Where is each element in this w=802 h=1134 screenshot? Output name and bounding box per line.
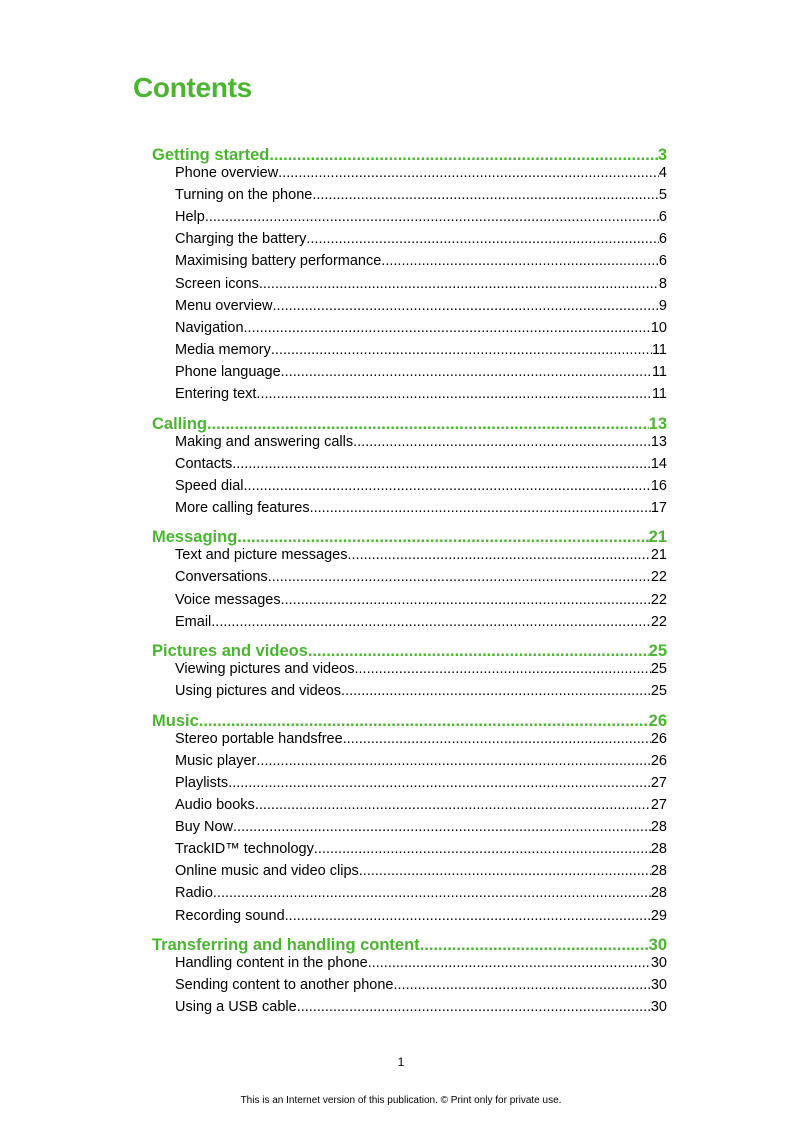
toc-entry-title: Phone language — [175, 363, 281, 380]
toc-section-title: Calling — [152, 414, 208, 433]
dot-leader — [232, 455, 651, 473]
toc-entry-page: 28 — [650, 863, 667, 880]
toc-entry-page: 11 — [651, 386, 667, 402]
toc-entry-page: 27 — [650, 774, 667, 791]
dot-leader — [205, 208, 659, 226]
toc-section-page: 13 — [648, 414, 667, 433]
toc-entry-page: 8 — [658, 275, 667, 292]
toc-entry-page: 30 — [650, 977, 667, 994]
dot-leader — [259, 275, 659, 293]
toc-entry-page: 28 — [650, 885, 667, 902]
dot-leader — [353, 433, 651, 451]
dot-leader — [233, 818, 651, 836]
toc-entry-page: 11 — [651, 341, 667, 358]
dot-leader — [271, 341, 652, 359]
toc-entry[interactable] — [175, 862, 667, 880]
toc-entry[interactable] — [175, 660, 667, 678]
toc-entry[interactable] — [175, 477, 667, 495]
toc-entry-title: Media memory — [175, 341, 271, 358]
dot-leader — [244, 477, 651, 495]
toc-section-title: Messaging — [152, 528, 238, 547]
toc-entry[interactable] — [175, 455, 667, 473]
dot-leader — [354, 660, 650, 678]
toc-entry[interactable] — [175, 730, 667, 748]
toc-entry-title: Menu overview — [175, 297, 273, 314]
toc-entry-page: 22 — [650, 591, 667, 608]
toc-entry[interactable] — [175, 230, 667, 248]
toc-entry-title: Radio — [175, 885, 213, 902]
dot-leader — [256, 385, 652, 403]
dot-leader — [244, 319, 651, 337]
toc-entry-title: Using a USB cable — [175, 999, 297, 1016]
toc-entry-page: 17 — [650, 499, 667, 516]
dot-leader — [273, 297, 659, 315]
dot-leader — [278, 164, 659, 182]
toc-section-title: Music — [152, 711, 199, 730]
toc-section[interactable] — [152, 145, 667, 165]
dot-leader — [199, 711, 649, 731]
toc-entry-page: 6 — [658, 209, 667, 226]
dot-leader — [393, 976, 650, 994]
toc-entry-page: 11 — [651, 363, 667, 380]
toc-entry[interactable] — [175, 752, 667, 770]
dot-leader — [211, 613, 651, 631]
toc-entry[interactable] — [175, 907, 667, 925]
toc-entry-page: 25 — [650, 661, 667, 678]
dot-leader — [268, 568, 651, 586]
dot-leader — [297, 998, 651, 1016]
toc-section[interactable] — [152, 935, 667, 955]
toc-entry-page: 22 — [650, 569, 667, 586]
page-number: 1 — [397, 1055, 405, 1069]
dot-leader — [308, 641, 649, 661]
toc-entry[interactable] — [175, 976, 667, 994]
toc-entry-page: 6 — [658, 231, 667, 248]
dot-leader — [343, 730, 651, 748]
toc-entry-page: 30 — [650, 999, 667, 1016]
toc-entry-title: Speed dial — [175, 477, 244, 494]
toc-entry-title: Phone overview — [175, 165, 279, 181]
toc-entry-title: TrackID™ technology — [175, 841, 314, 858]
dot-leader — [269, 145, 657, 165]
toc-entry-title: Online music and video clips — [175, 863, 359, 880]
toc-entry-title: Contacts — [175, 455, 233, 472]
toc-entry-page: 27 — [650, 797, 667, 813]
toc-entry-title: Charging the battery — [175, 231, 307, 248]
dot-leader — [381, 252, 659, 270]
toc-section-title: Pictures and videos — [152, 642, 308, 661]
toc-entry-page: 16 — [650, 477, 667, 494]
toc-entry[interactable] — [175, 252, 667, 270]
dot-leader — [312, 186, 659, 204]
toc-entry-title: Navigation — [175, 319, 244, 336]
toc-entry-page: 28 — [650, 819, 667, 836]
toc-entry[interactable] — [175, 682, 667, 700]
dot-leader — [359, 862, 651, 880]
toc-entry[interactable] — [175, 208, 667, 226]
toc-section-page: 30 — [648, 936, 667, 954]
toc-entry[interactable] — [175, 186, 667, 204]
dot-leader — [256, 752, 650, 770]
toc-entry[interactable] — [175, 385, 667, 403]
dot-leader — [306, 230, 659, 248]
toc-entry-title: Sending content to another phone — [175, 977, 394, 994]
toc-entry-page: 25 — [650, 683, 667, 700]
toc-entry-title: Stereo portable handsfree — [175, 730, 343, 747]
toc-entry-page: 4 — [658, 165, 667, 181]
dot-leader — [213, 884, 651, 902]
page-title: Contents — [133, 72, 252, 103]
dot-leader — [285, 907, 651, 925]
toc-entry[interactable] — [175, 341, 667, 359]
toc-entry[interactable] — [175, 954, 667, 972]
toc-entry-page: 26 — [650, 730, 667, 747]
dot-leader — [341, 682, 651, 700]
toc-section-title: Transferring and handling content — [152, 936, 420, 954]
toc-entry[interactable] — [175, 568, 667, 586]
toc-entry-page: 22 — [650, 613, 667, 630]
toc-entry[interactable] — [175, 840, 667, 858]
toc-entry[interactable] — [175, 818, 667, 836]
toc-entry-page: 9 — [658, 297, 667, 314]
toc-entry-page: 26 — [650, 752, 667, 769]
dot-leader — [237, 527, 648, 547]
toc-section-page: 25 — [648, 642, 667, 661]
toc-entry[interactable] — [175, 884, 667, 902]
toc-entry-title: Handling content in the phone — [175, 955, 368, 971]
toc-entry-page: 30 — [650, 955, 667, 971]
toc-entry-title: Conversations — [175, 569, 268, 586]
toc-entry[interactable] — [175, 297, 667, 315]
toc-entry-title: Recording sound — [175, 907, 285, 924]
dot-leader — [310, 499, 651, 517]
toc-section-page: 26 — [648, 711, 667, 730]
toc-entry-title: Voice messages — [175, 591, 281, 608]
toc-section[interactable] — [152, 711, 667, 731]
toc-entry-page: 10 — [650, 319, 667, 336]
dot-leader — [281, 591, 651, 609]
toc-entry-title: Audio books — [175, 797, 255, 813]
toc-section[interactable] — [152, 641, 667, 661]
toc-entry-title: Making and answering calls — [175, 433, 354, 450]
toc-section[interactable] — [152, 527, 667, 547]
toc-section-page: 21 — [648, 528, 667, 547]
toc-entry-title: Entering text — [175, 386, 257, 402]
toc-entry-title: Playlists — [175, 774, 229, 791]
toc-entry-title: Text and picture messages — [175, 547, 348, 564]
toc-entry[interactable] — [175, 433, 667, 451]
toc-entry-title: Email — [175, 613, 212, 630]
toc-entry-title: Screen icons — [175, 275, 259, 292]
toc-section[interactable] — [152, 414, 667, 434]
toc-section-page: 3 — [657, 146, 667, 164]
toc-entry[interactable] — [175, 499, 667, 517]
toc-entry[interactable] — [175, 546, 667, 564]
dot-leader — [228, 774, 651, 792]
toc-entry[interactable] — [175, 275, 667, 293]
toc-entry-page: 13 — [650, 433, 667, 450]
dot-leader — [255, 796, 651, 814]
toc-entry-page: 14 — [650, 455, 667, 472]
toc-entry[interactable] — [175, 363, 667, 381]
toc-entry-page: 21 — [650, 547, 667, 564]
toc-entry-title: More calling features — [175, 499, 310, 516]
dot-leader — [347, 546, 650, 564]
toc-entry-title: Maximising battery performance — [175, 253, 382, 270]
toc-entry-title: Turning on the phone — [175, 187, 313, 204]
toc-section-title: Getting started — [152, 146, 270, 164]
toc-entry-page: 5 — [658, 187, 667, 204]
dot-leader — [281, 363, 652, 381]
toc-entry-title: Buy Now — [175, 819, 234, 836]
toc-entry[interactable] — [175, 591, 667, 609]
toc-entry-page: 29 — [650, 907, 667, 924]
dot-leader — [420, 935, 649, 955]
toc-entry-title: Music player — [175, 752, 257, 769]
toc-entry[interactable] — [175, 998, 667, 1016]
toc-entry-title: Viewing pictures and videos — [175, 661, 355, 678]
toc-entry[interactable] — [175, 319, 667, 337]
toc-entry-page: 6 — [658, 253, 667, 270]
toc-entry-page: 28 — [650, 841, 667, 858]
toc-entry-title: Help — [175, 209, 205, 226]
toc-entry[interactable] — [175, 774, 667, 792]
toc-entry[interactable] — [175, 164, 667, 182]
toc-entry[interactable] — [175, 796, 667, 814]
footer-note: This is an Internet version of this publication. © Print only for private use. — [240, 1095, 562, 1106]
dot-leader — [207, 414, 649, 434]
dot-leader — [368, 954, 651, 972]
dot-leader — [314, 840, 651, 858]
toc-entry[interactable] — [175, 613, 667, 631]
toc-entry-title: Using pictures and videos — [175, 683, 342, 700]
